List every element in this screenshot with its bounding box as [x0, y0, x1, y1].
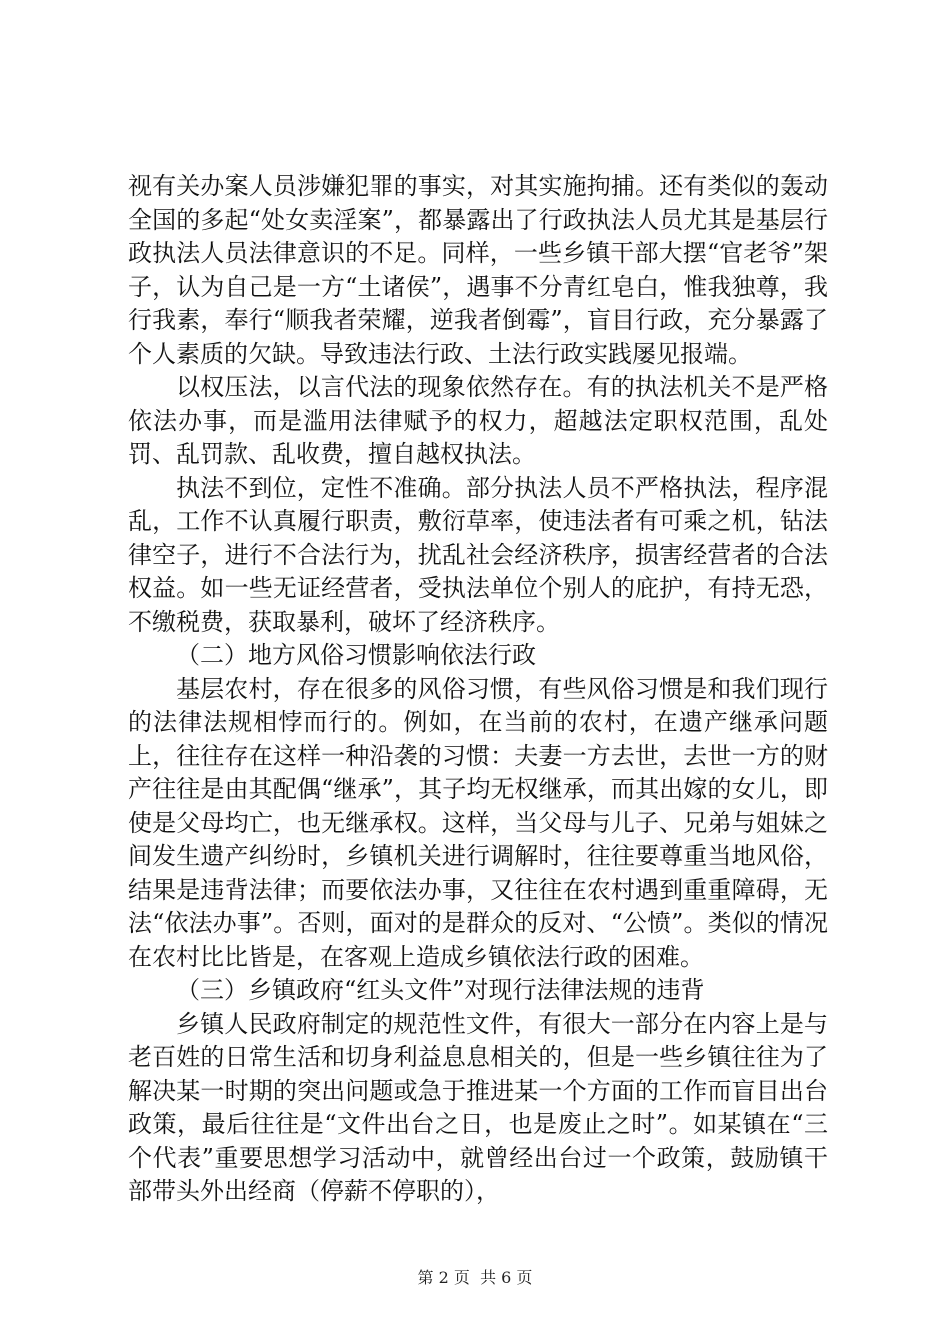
- page-number: 第 2 页 共 6 页: [417, 1268, 533, 1287]
- paragraph-rural-customs: 基层农村，存在很多的风俗习惯，有些风俗习惯是和我们现行的法律法规相悖而行的。例如，在当前的农村，在遗产继承问题上，往往存在这样一种沿袭的习惯：夫妻一方去世，去世一方的财产往往是由其配偶“继承”，其子均无权继承，而其出嫁的女儿，即使是父母均亡，也无继承权。这样，当父母与儿子、兄弟与姐妹之间发生遗产纠纷时，乡镇机关进行调解时，往往要尊重当地风俗，结果是违背法律；而要依法办事，又往往在农村遇到重重障碍，无法“依法办事”。否则，面对的是群众的反对、“公愤”。类似的情况在农村比比皆是，在客观上造成乡镇依法行政的困难。: [128, 674, 828, 971]
- document-body: [128, 170, 828, 1209]
- page-footer: [0, 1268, 950, 1288]
- paragraph-continuation: 视有关办案人员涉嫌犯罪的事实，对其实施拘捕。还有类似的轰动全国的多起“处女卖淫案”，都暴露出了行政执法人员尤其是基层行政执法人员法律意识的不足。同样，一些乡镇干部大摆“官老爷”架子，认为自己是一方“土诸侯”，遇事不分青红皂白，惟我独尊，我行我素，奉行“顺我者荣耀，逆我者倒霉”，盲目行政，充分暴露了个人素质的欠缺。导致违法行政、土法行政实践屡见报端。: [128, 172, 828, 368]
- section-heading-customs: （二）地方风俗习惯影响依法行政: [176, 641, 536, 669]
- paragraph-power-over-law: 以权压法，以言代法的现象依然存在。有的执法机关不是严格依法办事，而是滥用法律赋予的权力，超越法定职权范围，乱处罚、乱罚款、乱收费，擅自越权执法。: [128, 373, 828, 468]
- section-heading-red-header-documents: （三）乡镇政府“红头文件”对现行法律法规的违背: [176, 976, 705, 1004]
- paragraph-normative-documents: 乡镇人民政府制定的规范性文件，有很大一部分在内容上是与老百姓的日常生活和切身利益息息相关的，但是一些乡镇往往为了解决某一时期的突出问题或急于推进某一个方面的工作而盲目出台政策，最后往往是“文件出台之日，也是废止之时”。如某镇在“三个代表”重要思想学习活动中，就曾经出台过一个政策，鼓励镇干部带头外出经商（停薪不停职的），: [128, 1009, 828, 1205]
- paragraph-enforcement-failure: 执法不到位，定性不准确。部分执法人员不严格执法，程序混乱，工作不认真履行职责，敷衍草率，使违法者有可乘之机，钻法律空子，进行不合法行为，扰乱社会经济秩序，损害经营者的合法权益。如一些无证经营者，受执法单位个别人的庇护，有持无恐，不缴税费，获取暴利，破坏了经济秩序。: [128, 473, 828, 636]
